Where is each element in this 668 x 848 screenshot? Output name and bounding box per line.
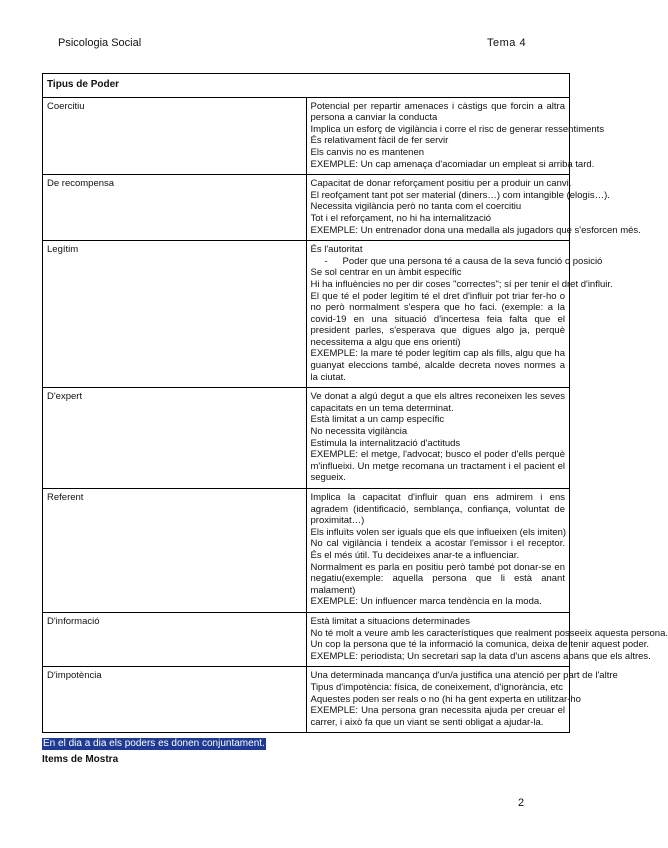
description-line: Està limitat a un camp específic — [310, 414, 445, 426]
power-description — [306, 175, 641, 241]
description-line: Ve donat a algú degut a que els altres reconeixen les seves capacitats en un tema determinat. — [310, 391, 565, 414]
description-line: Tipus d'impotència: física, de coneixement, d'ignorància, etc — [310, 681, 564, 693]
header-topic: Tema 4 — [487, 37, 527, 49]
description-line: Tot i el reforçament, no hi ha internalització — [310, 212, 492, 224]
description-line: Potencial per repartir amenaces i càstigs que forcin a altra persona a canviar la conducta — [310, 100, 565, 124]
power-description — [306, 489, 570, 613]
description-line: EXEMPLE: la mare té poder legítim cap als fills, algu que ha guanyat eleccions també, alcalde decreta noves normes a la ciutat. — [310, 348, 565, 383]
description-line: EXEMPLE: periodista; Un secretari sap la data d'un ascens abans que els altres. — [310, 650, 651, 662]
description-line: És relativament fàcil de fer servir — [310, 135, 449, 147]
power-name: Legítim — [43, 241, 307, 388]
power-description — [306, 241, 613, 388]
description-line: Necessita vigilància però no tanta com el coercitiu — [310, 201, 522, 213]
description-line: EXEMPLE: Un influencer marca tendència en la moda. — [310, 596, 542, 608]
highlighted-selection-text[interactable]: En el dia a dia els poders es donen conjuntament. — [43, 738, 265, 749]
power-description — [306, 97, 605, 175]
description-line: Se sol centrar en un àmbit específic — [310, 267, 462, 279]
description-line: EXEMPLE: Un entrenador dona una medalla als jugadors que s'esforcen més. — [310, 224, 641, 236]
description-line: Un cop la persona que té la informació la comunica, deixa de tenir aquest poder. — [310, 639, 650, 651]
table-row — [43, 388, 570, 489]
description-line: No té molt a veure amb les característiques que realment posseeix aquesta persona. — [310, 627, 668, 639]
table-row — [43, 489, 570, 613]
description-line: El reofçament tant pot ser material (diners…) com intangible (elogis…). — [310, 189, 610, 201]
table-row — [43, 241, 570, 388]
page-number: 2 — [518, 797, 525, 809]
power-name: D'informació — [43, 612, 307, 666]
bullet-item — [311, 255, 603, 268]
table-title: Tipus de Poder — [43, 74, 570, 98]
power-name: D'expert — [43, 388, 307, 489]
description-line: Els canvis no es mantenen — [310, 146, 425, 158]
table-row — [43, 667, 570, 733]
dash-bullet-marker: - — [324, 255, 328, 267]
power-description — [306, 612, 668, 666]
description-line: Està limitat a situacions determinades — [310, 615, 470, 627]
power-description — [306, 388, 570, 489]
description-line: EXEMPLE: Una persona gran necessita ajuda per creuar el carrer, i això fa que un viant se senti obligat a ajudar-la. — [310, 705, 565, 728]
power-name: D'impotència — [43, 667, 307, 733]
description-line: EXEMPLE: Un cap amenaça d'acomiadar un empleat si arriba tard. — [310, 158, 595, 170]
table-row — [43, 612, 570, 666]
description-line: És l'autoritat — [310, 244, 363, 256]
description-line: EXEMPLE: el metge, l'advocat; busco el poder d'ells perquè m'influeixi. Un metge recomana un tractament i el pacient el segueix. — [310, 449, 565, 484]
bullet-text: Poder que una persona té a causa de la seva funció o posició — [342, 255, 603, 267]
description-line: Aquestes poden ser reals o no (hi ha gent experta en utilitzar-ho — [310, 693, 581, 705]
description-line: No cal vigilància i tendeix a acostar l'emissor i el receptor. És el més útil. Tu decideixes anar-te a influenciar. — [310, 538, 565, 561]
table-header-row — [43, 74, 570, 98]
power-types-table — [42, 73, 668, 733]
description-line: Normalment es parla en positiu però també pot donar-se en negatiu(exemple: aquella persona que li està anant malament) — [310, 561, 565, 596]
power-name: Referent — [43, 489, 307, 613]
power-name: De recompensa — [43, 175, 307, 241]
power-name: Coercitiu — [43, 97, 307, 175]
header-subject: Psicologia Social — [58, 37, 142, 49]
description-line: Hi ha influències no per dir coses "correctes"; sí per tenir el dret d'influir. — [310, 278, 613, 290]
description-line: No necessita vigilància — [310, 426, 408, 438]
description-line: Implica un esforç de vigilància i corre el risc de generar ressentiments — [310, 123, 605, 135]
description-line: Estimula la internalització d'actituds — [310, 437, 461, 449]
description-line: Implica la capacitat d'influir quan ens admirem i ens agradem (identificació, semblança, confiança, voluntat de proximitat…) — [310, 492, 565, 527]
description-line: Capacitat de donar reforçament positiu per a produir un canvi. — [310, 178, 572, 190]
description-line: Els influïts volen ser iguals que els que influeixen (els imiten) — [310, 526, 567, 538]
table-row — [43, 175, 570, 241]
table-row — [43, 97, 570, 175]
power-description — [306, 667, 618, 733]
description-line: El que té el poder legítim té el dret d'influir pot triar fer-ho o no però normalment s'espera que ho faci. (exemple: a la covid-19 en una situació d'incertesa feia falta que el president parles, s'esperava que digues algo ja, perquè necessitema a algu que ens orienti) — [310, 290, 565, 348]
section-heading: Items de Mostra — [42, 754, 119, 765]
description-line: Una determinada mancança d'un/a justifica una atenció per part de l'altre — [310, 670, 618, 682]
